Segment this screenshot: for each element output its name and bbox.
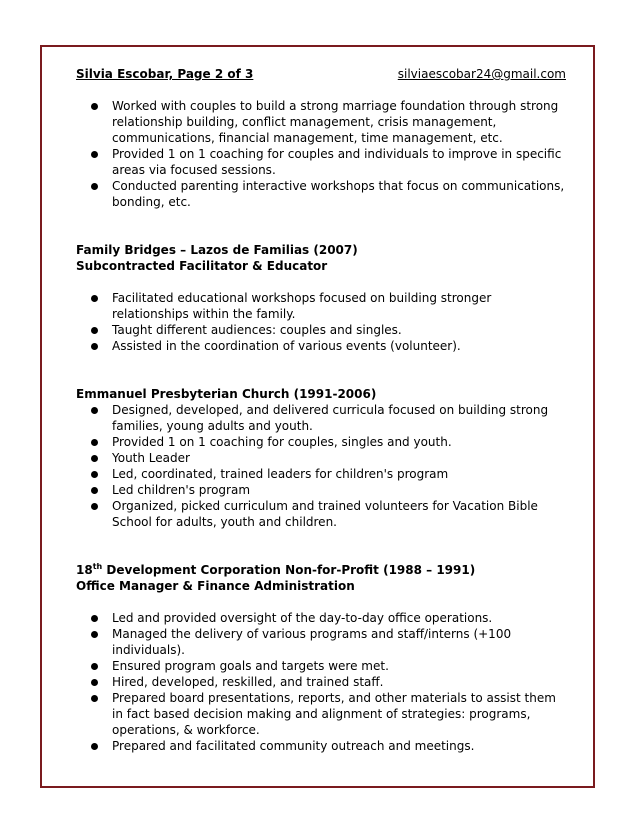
section-role: Office Manager & Finance Administration: [76, 579, 355, 593]
list-item: Ensured program goals and targets were met.: [88, 658, 566, 674]
list-item: Prepared board presentations, reports, and other materials to assist them in fact based decision making and alignment of strategies: programs, operations, & workforce.: [88, 690, 566, 738]
list-item: Worked with couples to build a strong marriage foundation through strong relationship building, conflict management, crisis management, communications, financial management, time management, etc.: [88, 98, 566, 146]
title-number: 18: [76, 563, 93, 577]
list-item: Youth Leader: [88, 450, 566, 466]
page-header: [76, 66, 566, 82]
header-rule: [253, 66, 397, 82]
section-title: Family Bridges – Lazos de Familias (2007): [76, 243, 358, 257]
header-email[interactable]: silviaescobar24@gmail.com: [397, 67, 566, 81]
resume-page: [76, 66, 566, 754]
section-title: [76, 562, 566, 578]
list-item: Provided 1 on 1 coaching for couples, singles and youth.: [88, 434, 566, 450]
list-item: Led children's program: [88, 482, 566, 498]
list-item: Managed the delivery of various programs and staff/interns (+100 individuals).: [88, 626, 566, 658]
bullet-list: [76, 610, 566, 754]
list-item: Organized, picked curriculum and trained volunteers for Vacation Bible School for adults, youth and children.: [88, 498, 566, 530]
emmanuel-section: [76, 386, 566, 530]
top-bullet-list: [76, 98, 566, 210]
list-item: Assisted in the coordination of various events (volunteer).: [88, 338, 566, 354]
family-bridges-section: [76, 242, 566, 354]
list-item: Led, coordinated, trained leaders for children's program: [88, 466, 566, 482]
title-superscript: th: [92, 562, 103, 571]
list-item: Facilitated educational workshops focused on building stronger relationships within the family.: [88, 290, 566, 322]
list-item: Provided 1 on 1 coaching for couples and individuals to improve in specific areas via focused sessions.: [88, 146, 566, 178]
list-item: Led and provided oversight of the day-to-day office operations.: [88, 610, 566, 626]
list-item: Hired, developed, reskilled, and trained staff.: [88, 674, 566, 690]
list-item: Designed, developed, and delivered curricula focused on building strong families, young adults and youth.: [88, 402, 566, 434]
list-item: Taught different audiences: couples and singles.: [88, 322, 566, 338]
section-title: Emmanuel Presbyterian Church (1991-2006): [76, 387, 377, 401]
list-item: Prepared and facilitated community outreach and meetings.: [88, 738, 566, 754]
list-item: Conducted parenting interactive workshops that focus on communications, bonding, etc.: [88, 178, 566, 210]
section-role: Subcontracted Facilitator & Educator: [76, 259, 328, 273]
eighteenth-section: [76, 562, 566, 754]
bullet-list: [76, 402, 566, 530]
title-rest: Development Corporation Non-for-Profit (1988 – 1991): [102, 563, 476, 577]
header-name-page: Silvia Escobar, Page 2 of 3: [76, 67, 254, 81]
bullet-list: [76, 290, 566, 354]
